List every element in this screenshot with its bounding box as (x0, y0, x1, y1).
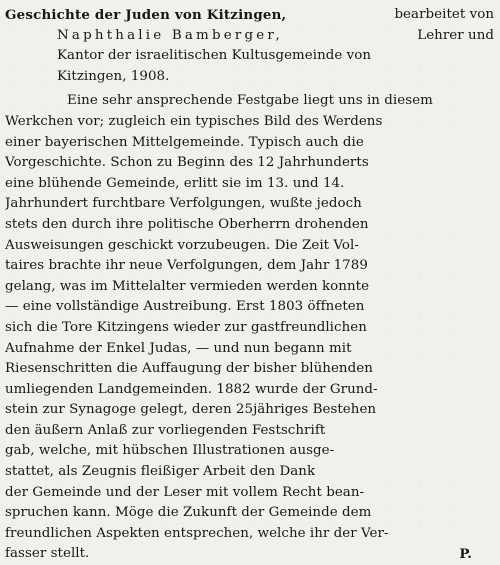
book-title: Geschichte der Juden von Kitzingen, (5, 7, 287, 23)
body-line: Riesenschritten die Auffaugung der bisher blühenden (5, 361, 373, 377)
heading-line-1 (5, 5, 494, 26)
body-line: stets den durch ihre politische Oberherrn drohenden (5, 216, 369, 232)
body-line: — eine vollständige Austreibung. Erst 1803 öffneten (5, 299, 365, 315)
author-name: Naphthalie Bamberger, (57, 27, 283, 43)
body-line: Werkchen vor; zugleich ein typisches Bild des Werdens (5, 113, 383, 129)
heading-line-4: Kitzingen, 1908. (57, 68, 170, 84)
body-line: den äußern Anlaß zur vorliegenden Festschrift (5, 422, 326, 438)
review-article (5, 5, 494, 565)
body-line: stattet, als Zeugnis fleißiger Arbeit den Dank (5, 464, 316, 480)
body-line: eine blühende Gemeinde, erlitt sie im 13. und 14. (5, 175, 345, 191)
body-line: der Gemeinde und der Leser mit vollem Recht bean- (5, 484, 365, 500)
body-line: Eine sehr ansprechende Festgabe liegt uns in diesem (67, 93, 433, 109)
body-line-last: fasser stellt. (5, 546, 90, 562)
reviewer-signature: P. (459, 546, 472, 563)
heading-line-2 (5, 26, 494, 47)
body-line: freundlichen Aspekten entsprechen, welche ihr der Ver- (5, 525, 389, 541)
body-line: Ausweisungen geschickt vorzubeugen. Die Zeit Vol- (5, 237, 359, 253)
body-line: gab, welche, mit hübschen Illustrationen ausge- (5, 443, 335, 459)
body-line: Aufnahme der Enkel Judas, — und nun begann mit (5, 340, 352, 356)
author-role: Lehrer und (417, 27, 494, 43)
body-line: taires brachte ihr neue Verfolgungen, dem Jahr 1789 (5, 258, 368, 274)
body-line: umliegenden Landgemeinden. 1882 wurde der Grund- (5, 381, 378, 397)
body-line: sich die Tore Kitzingens wieder zur gastfreundlichen (5, 319, 367, 335)
body-line: einer bayerischen Mittelgemeinde. Typisch auch die (5, 134, 364, 150)
body-line: stein zur Synagoge gelegt, deren 25jähriges Bestehen (5, 402, 377, 418)
heading-suffix: bearbeitet von (394, 7, 494, 22)
body-line: Jahrhundert furchtbare Verfolgungen, wußte jedoch (5, 196, 362, 212)
body-line: Vorgeschichte. Schon zu Beginn des 12 Jahrhunderts (5, 155, 369, 171)
body-line: gelang, was im Mittelalter vermieden werden konnte (5, 278, 370, 294)
heading-line-3: Kantor der israelitischen Kultusgemeinde von (57, 48, 372, 64)
closing-line (5, 544, 494, 565)
body-line: spruchen kann. Möge die Zukunft der Gemeinde dem (5, 505, 372, 521)
